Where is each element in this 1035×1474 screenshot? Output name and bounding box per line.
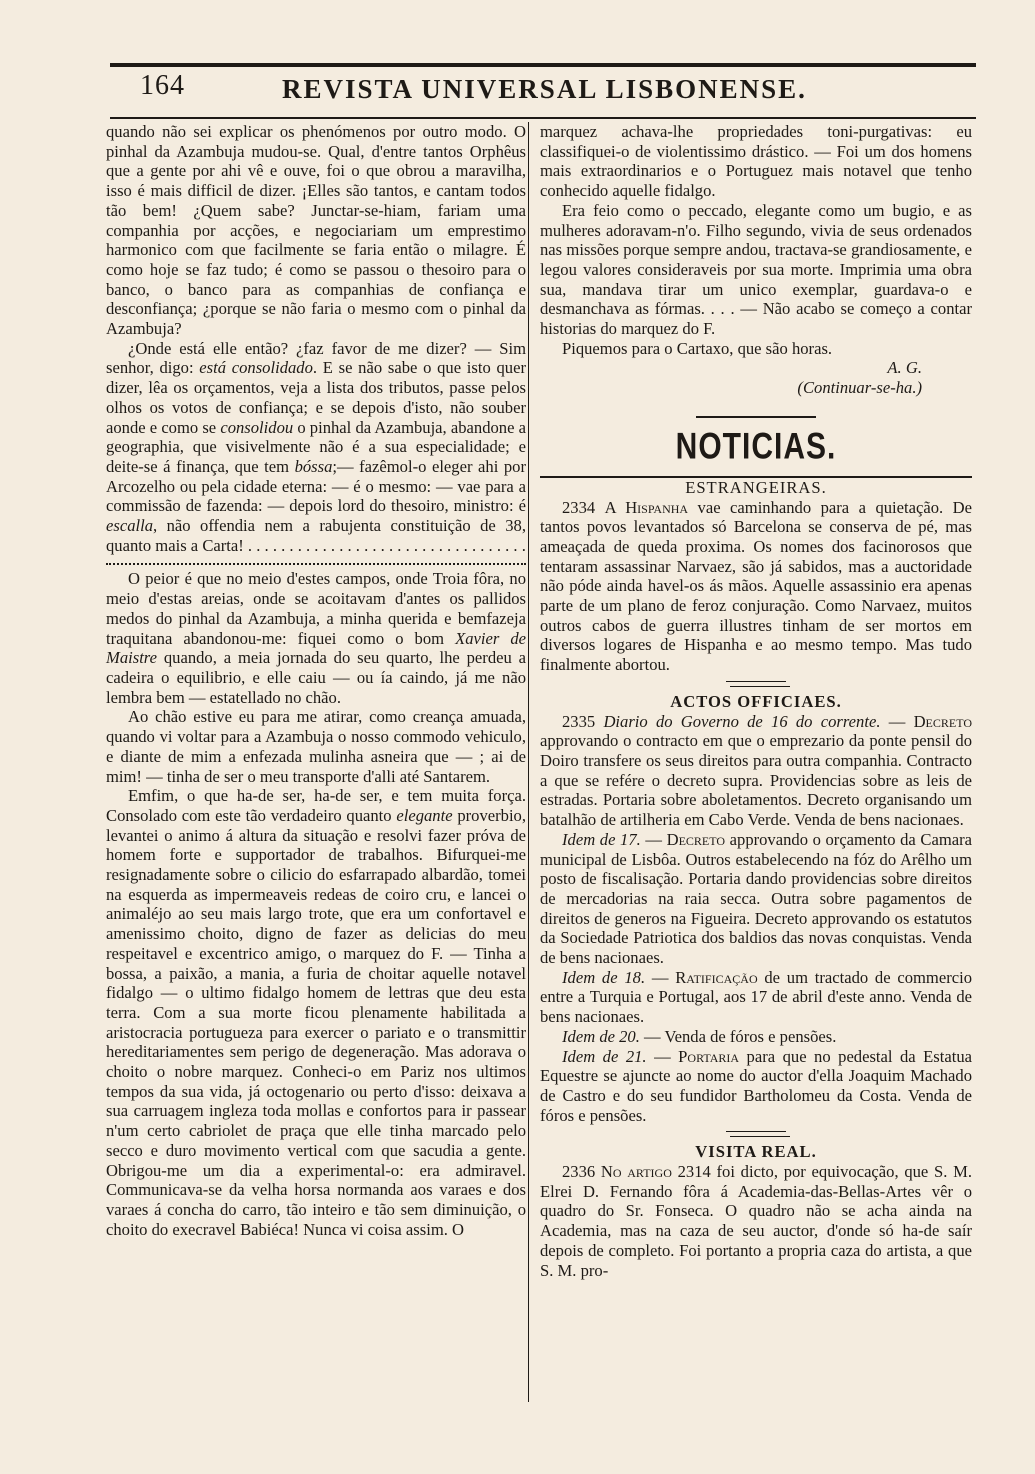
subsection-title-actos: ACTOS OFFICIAES. [540,686,972,712]
paragraph: ¿Onde está elle então? ¿faz favor de me dizer? — Sim senhor, digo: está consolidado. E se não sabe o que isto quer dizer, lêa os orçamentos, veja a lista dos tributos, passe pelos olhos os votos de confiança; e se depois d'isto, não souber aonde e como se consolidou o pinhal da Azambuja, abandone a geographia, que visivelmente não é a sua especialidade; e deite-se á finança, que tem bóssa;— fazêmol-o eleger ahi por Arcozelho ou pela cidade eterna: — é o mesmo: — vae para a commissão de fazenda: — depois lord do thesoiro, ministro: é escalla, não offendia nem a rabujenta constituição de 38, quanto mais a Carta! . . . . . . . . . . . . . . . . . . . . . . . . . . . . . . . . . . [106,338,526,555]
paragraph: Emfim, o que ha-de ser, ha-de ser, e tem muita força. Consolado com este tão verdadeiro quanto elegante proverbio, levantei o animo á altura da situação e resolvi fazer próva de homem forte e supportador de trabalhos. Bifurquei-me resignadamente sobre o cilicio do esfarrapado albardão, tomei na esquerda as impermeaveis redeas de coiro cru, e lancei o animaléjo ao seu mais largo trote, que era um confortavel e amenissimo choito, digno de fazer as delicias do meu respeitavel e excentrico amigo, o marquez do F. — Tinha a bossa, a paixão, a mania, a furia de choitar aquelle notavel fidalgo — o ultimo fidalgo homem de lettras que deu esta terra. Com a sua morte ficou plenamente habilitada a aristocracia portugueza para exercer o pariato e o transmittir hereditariamentes sem perigo de degeneração. Mas adorava o choito o nobre marquez. Conheci-o em Pariz nos ultimos tempos da sua vida, já octogenario ou perto d'isso: deixava a sua carruagem ingleza toda mollas e confortos para ir passear n'um certo cabriolet de praça que elle tinha marcado pelo secco e duro movimento vertical com que sacudia a gente. Obrigou-me um dia a experimental-o: era admiravel. Communicava-se da velha horsa normanda aos varaes e dos varaes á concha do carro, tão inteiro e tão sem diminuição, o choito do execravel Babiéca! Nunca vi coisa assim. O [106,786,527,1239]
news-item-2336: 2336 No artigo 2314 foi dicto, por equivocação, que S. M. Elrei D. Fernando fôra á Academia-das-Bellas-Artes vêr o quadro do Sr. Fonseca. O quadro não se acha ainda na Academia, mas na caza de seu auctor, d'onde só ha-de saír depois de completo. Foi portanto a propria caza do artista, a que S. M. pro- [540,1162,972,1280]
page-header [110,66,976,106]
subsection-title-visita: VISITA REAL. [540,1136,972,1162]
short-rule [726,1131,786,1132]
column-divider [528,122,529,1402]
news-item-2334: 2334 A Hispanha vae caminhando para a quietação. De tantos povos levantados só Barcelona se conserva de pé, mas ameaçada de queda proxima. Os nomes dos facinorosos que tentaram assassinar Narvaez, são já sabidos, mas a auctoridade não póde ainda havel-os ás mãos. Aquelle assassinio era apenas parte de um plano de feroz conjuração. Como Narvaez, muitos outros cabos de guerra illustres tinham de ser mortos em diversos logares de Hispanha e ao mesmo tempo. Mas tudo finalmente abortou. [540,497,972,675]
paragraph: Era feio como o peccado, elegante como um bugio, e as mulheres adoravam-n'o. Filho segundo, vivia de seus ordenados nas missões porque sempre andou, tractava-se grandiosamente, e legou valores consideraveis por sua morte. Imprimia uma obra sua, mandava tirar um unico exemplar, guardava-o e desmanchava as fórmas. . . . — Não acabo se começo a contar historias do marquez do F. [540,200,972,339]
continued-note: (Continuar-se-ha.) [797,378,922,398]
paragraph: O peior é que no meio d'estes campos, onde Troia fôra, no meio d'estas areias, onde se acoitavam d'antes os pallidos medos do pinhal da Azambuja, a minha querida e bemfazeja traquitana abandonou-me: fiquei como o bom Xavier de Maistre quando, a meia jornada do seu quarto, lhe perdeu a cadeira o equilibrio, e elle caiu — ou ía caindo, já me não lembra bem — estatellado no chão. [106,569,526,707]
paragraph: marquez achava-lhe propriedades toni-purgativas: eu classifiquei-o de violentissimo drástico. — Foi um dos homens mais extraordinarios e o Portuguez mais notavel que tenho conhecido aquelle fidalgo. [540,122,972,201]
subsection-title-estrangeiras: ESTRANGEIRAS. [540,476,972,498]
short-rule [726,681,786,682]
news-item-idem-18: Idem de 18. — Ratificação de um tractado de commercio entre a Turquia e Portugal, aos 17 de abril d'este anno. Venda de bens nacionaes. [540,967,972,1027]
news-item-idem-21: Idem de 21. — Portaria para que no pedestal da Estatua Equestre se ajuncte ao nome do auctor d'ella Joaquim Machado de Castro e do seu fundidor Bartholomeu da Costa. Venda de fóros e pensões. [540,1046,973,1125]
right-column [540,122,972,1280]
dotted-separator [106,563,526,565]
news-item-idem-20: Idem de 20. — Venda de fóros e pensões. [562,1026,837,1046]
news-item-2335: 2335 Diario do Governo de 16 do corrente. — Decreto approvando o contracto em que o emprezario da ponte pensil do Doiro transfere os seus direitos para outra companhia. Contracto a que se refére o decreto supra. Providencias sobre as leis de estradas. Portaria sobre aboletamentos. Decreto organisando um batalhão de artilheria em Cabo Verde. Venda de bens nacionaes. [540,711,973,830]
news-item-idem-17: Idem de 17. — Decreto approvando o orçamento da Camara municipal de Lisbôa. Outros estabelecendo na fóz do Arêlho um posto de fiscalisação. Portaria dando providencias sobre direitos de mercadorias na raia secca. Outra sobre pagamentos de direitos de generos na Figueira. Decreto approvando os estatutos da Sociedade Patriotica dos baldios das novas conquistas. Venda de bens nacionaes. [540,829,972,968]
section-title-noticias: NOTICIAS. [675,425,837,467]
paragraph: quando não sei explicar os phenómenos por outro modo. O pinhal da Azambuja mudou-se. Qual, d'entre tantos Orphêus que a gente por ahi vê e ouve, foi o que obrou a maravilha, isso é mais difficil de dizer. ¡Elles são tantos, e cantam todos tão bem! ¿Quem sabe? Junctar-se-hiam, fariam uma companhia por acções, e negociariam um emprestimo harmonico com que facilmente se faria então o milagre. É como hoje se faz tudo; é como se passou o thesoiro para o banco, o banco para as companhias de confiança e desconfiança; ¿porque se não faria o mesmo com o pinhal da Azambuja? [106,122,526,339]
running-title: REVISTA UNIVERSAL LISBONENSE. [282,74,807,104]
author-signature: A. G. [887,358,922,378]
header-bottom-rule [110,117,976,119]
ornament-divider [540,406,972,420]
paragraph: Piquemos para o Cartaxo, que são horas. [562,338,833,358]
left-column [106,122,526,1239]
page-number: 164 [140,70,185,101]
paragraph: Ao chão estive eu para me atirar, como creança amuada, quando vi voltar para a Azambuja o nosso commodo vehiculo, e diante de mim a enfezada mulinha asneira que — ; ai de mim! — tinha de ser o meu transporte d'alli até Santarem. [106,707,526,786]
